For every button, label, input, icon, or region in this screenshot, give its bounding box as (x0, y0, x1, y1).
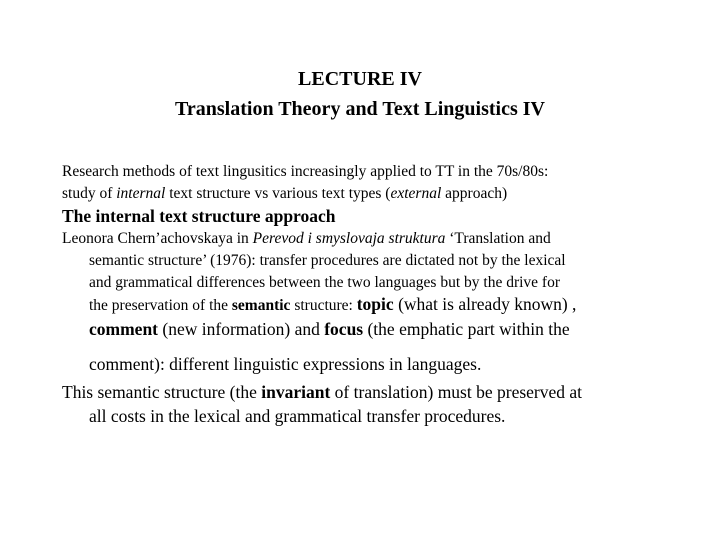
text-span: structure: (290, 297, 357, 314)
chernachovskaya-line-6: comment): different linguistic expressions in languages. (89, 354, 482, 374)
chernachovskaya-line-2: semantic structure’ (1976): transfer procedures are dictated not by the lexical (89, 252, 566, 269)
text-span: text structure vs various text types ( (165, 185, 391, 202)
section-heading: The internal text structure approach (62, 206, 336, 226)
text-span: (new information) and (158, 319, 325, 339)
research-methods-line (62, 162, 548, 181)
invariant-line-2: all costs in the lexical and grammatical transfer procedures. (89, 406, 506, 426)
text-span: (what is already known) , (393, 294, 577, 314)
semantic-term: semantic (231, 297, 291, 314)
chernachovskaya-line-1 (62, 229, 551, 248)
internal-term: internal (116, 185, 166, 202)
text-span: (the emphatic part within the (363, 319, 570, 339)
text-span: Leonora Chern’achovskaya in (62, 230, 253, 247)
lecture-subtitle: Translation Theory and Text Linguistics IV (175, 98, 545, 120)
comment-term: comment (89, 319, 159, 339)
chernachovskaya-line-5 (89, 318, 570, 340)
text-span: ‘Translation and (445, 230, 551, 247)
chernachovskaya-line-4 (89, 293, 576, 315)
book-title: Perevod i smyslovaja struktura (252, 230, 446, 247)
text-span: of translation) must be preserved at (330, 382, 583, 402)
text-span: the preservation of the (89, 297, 232, 314)
internal-external-line (62, 184, 507, 203)
invariant-term: invariant (261, 382, 331, 402)
topic-term: topic (356, 294, 394, 314)
invariant-line-1 (62, 381, 582, 403)
text-span: approach) (441, 185, 508, 202)
lecture-title: LECTURE IV (298, 68, 422, 90)
focus-term: focus (324, 319, 364, 339)
text-span: study of (62, 185, 117, 202)
text-span: This semantic structure (the (62, 382, 262, 402)
external-term: external (390, 185, 442, 202)
text-span: Research methods of text lingusitics increasingly applied to TT in the 70s/80s: (62, 163, 549, 180)
chernachovskaya-line-3: and grammatical differences between the two languages but by the drive for (89, 274, 560, 291)
